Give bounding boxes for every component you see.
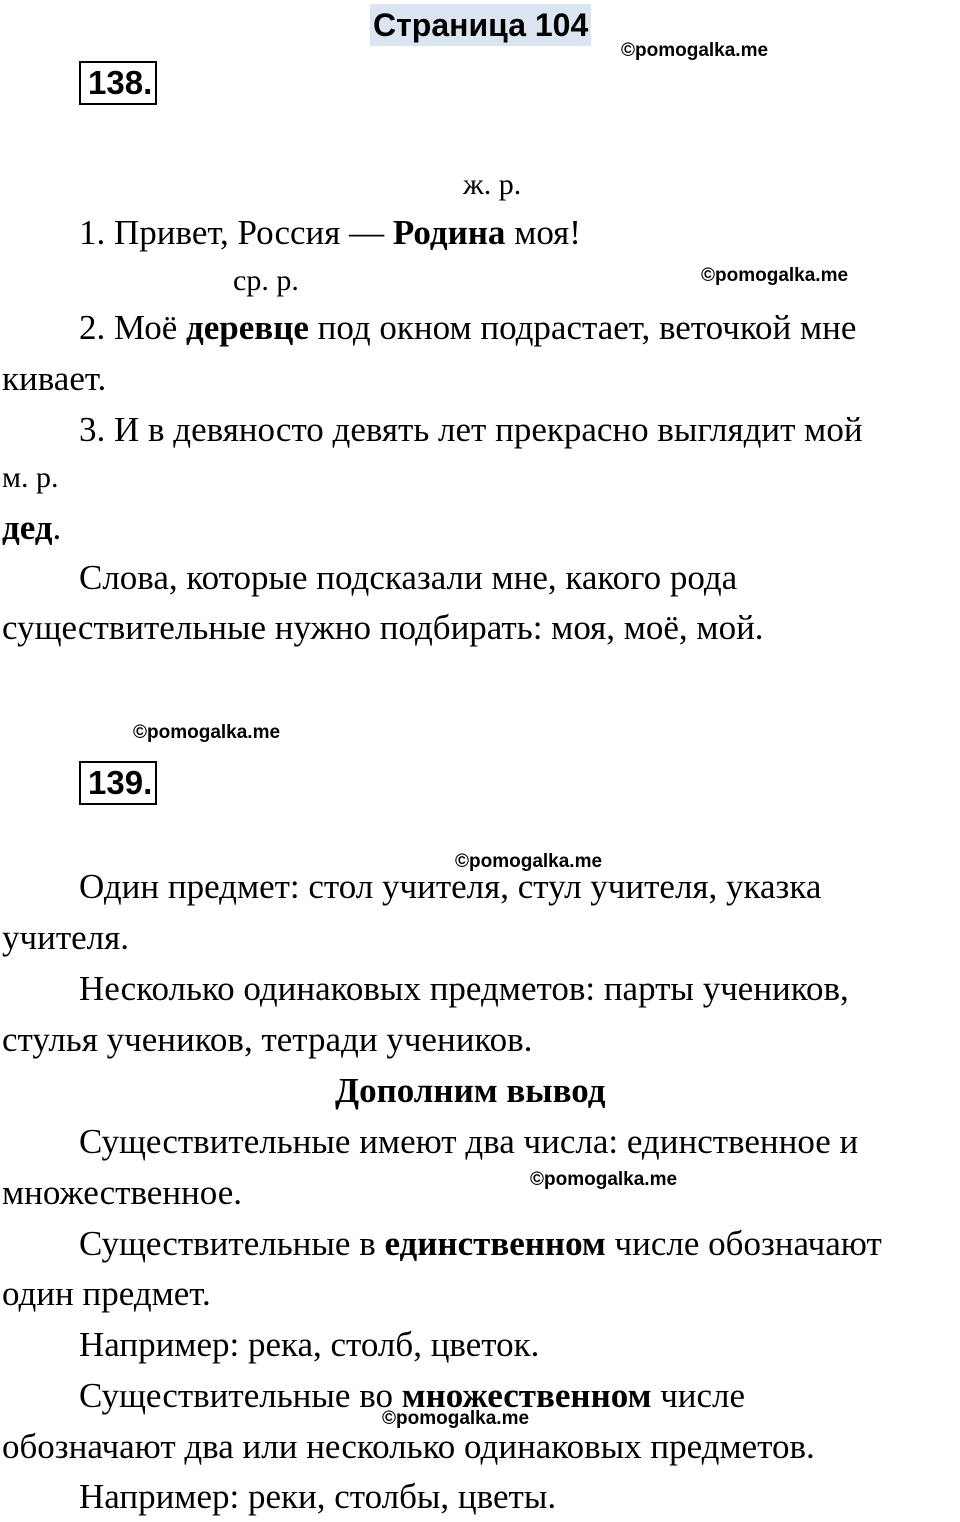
sentence-3-end: .	[52, 508, 62, 547]
one-item-line-1: Один предмет: стол учителя, стул учителя, указка	[79, 867, 822, 906]
task-number-138	[79, 61, 157, 105]
page-title: Страница 104	[370, 4, 591, 46]
task-number-label: 138	[88, 64, 144, 101]
hint-line-2: существительные нужно подбирать: моя, моё, мой.	[2, 608, 764, 647]
conclusion-1-line-2: множественное.	[2, 1173, 242, 1212]
term-plural: множественном	[401, 1376, 652, 1415]
conclusion-2-line-1	[79, 1219, 882, 1269]
task-number-dot: .	[143, 764, 153, 801]
watermark: ©pomogalka.me	[530, 1169, 678, 1190]
conclusion-4-end: числе	[651, 1376, 746, 1415]
sentence-1-start: 1. Привет, Россия —	[79, 213, 393, 252]
sentence-3: 3. И в девяносто девять лет прекрасно выглядит мой	[79, 410, 863, 449]
watermark: ©pomogalka.me	[701, 265, 849, 286]
example-singular: Например: река, столб, цветок.	[79, 1325, 540, 1364]
gender-label-masculine: м. р.	[2, 461, 59, 494]
conclusion-4-line-2: обозначают два или несколько одинаковых предметов.	[2, 1427, 815, 1466]
task-number-dot: .	[143, 64, 153, 101]
gender-label-neuter: ср. р.	[233, 264, 299, 297]
conclusion-2-line-2: один предмет.	[2, 1274, 211, 1313]
hint-line-1: Слова, которые подсказали мне, какого рода	[79, 558, 738, 597]
task-number-label: 139	[88, 764, 144, 801]
sentence-2-continued: кивает.	[2, 359, 107, 398]
noun-rodina: Родина	[392, 213, 506, 252]
sentence-2-end: под окном подрастает, веточкой мне	[308, 308, 857, 347]
sentence-2-start: 2. Моё	[79, 308, 187, 347]
conclusion-2-start: Существительные в	[79, 1224, 385, 1263]
gender-label-feminine: ж. р.	[463, 168, 522, 201]
sentence-1	[79, 208, 581, 258]
noun-derevtse: деревце	[186, 308, 309, 347]
sentence-2	[79, 303, 856, 353]
watermark: ©pomogalka.me	[382, 1408, 530, 1429]
section-heading: Дополним вывод	[335, 1071, 606, 1110]
task-number-139	[79, 761, 157, 805]
watermark: ©pomogalka.me	[455, 851, 603, 872]
noun-ded: дед	[2, 508, 53, 547]
sentence-1-end: моя!	[505, 213, 581, 252]
one-item-line-2: учителя.	[2, 918, 129, 957]
conclusion-1-line-1: Существительные имеют два числа: единственное и	[79, 1122, 859, 1161]
watermark: ©pomogalka.me	[133, 722, 281, 743]
conclusion-2-end: числе обозначают	[605, 1224, 882, 1263]
conclusion-4-start: Существительные во	[79, 1376, 402, 1415]
many-items-line-2: стулья учеников, тетради учеников.	[2, 1020, 533, 1059]
watermark: ©pomogalka.me	[621, 40, 769, 61]
sentence-3-continued	[2, 503, 61, 553]
example-plural: Например: реки, столбы, цветы.	[79, 1477, 557, 1516]
many-items-line-1: Несколько одинаковых предметов: парты учеников,	[79, 969, 849, 1008]
term-singular: единственном	[384, 1224, 606, 1263]
